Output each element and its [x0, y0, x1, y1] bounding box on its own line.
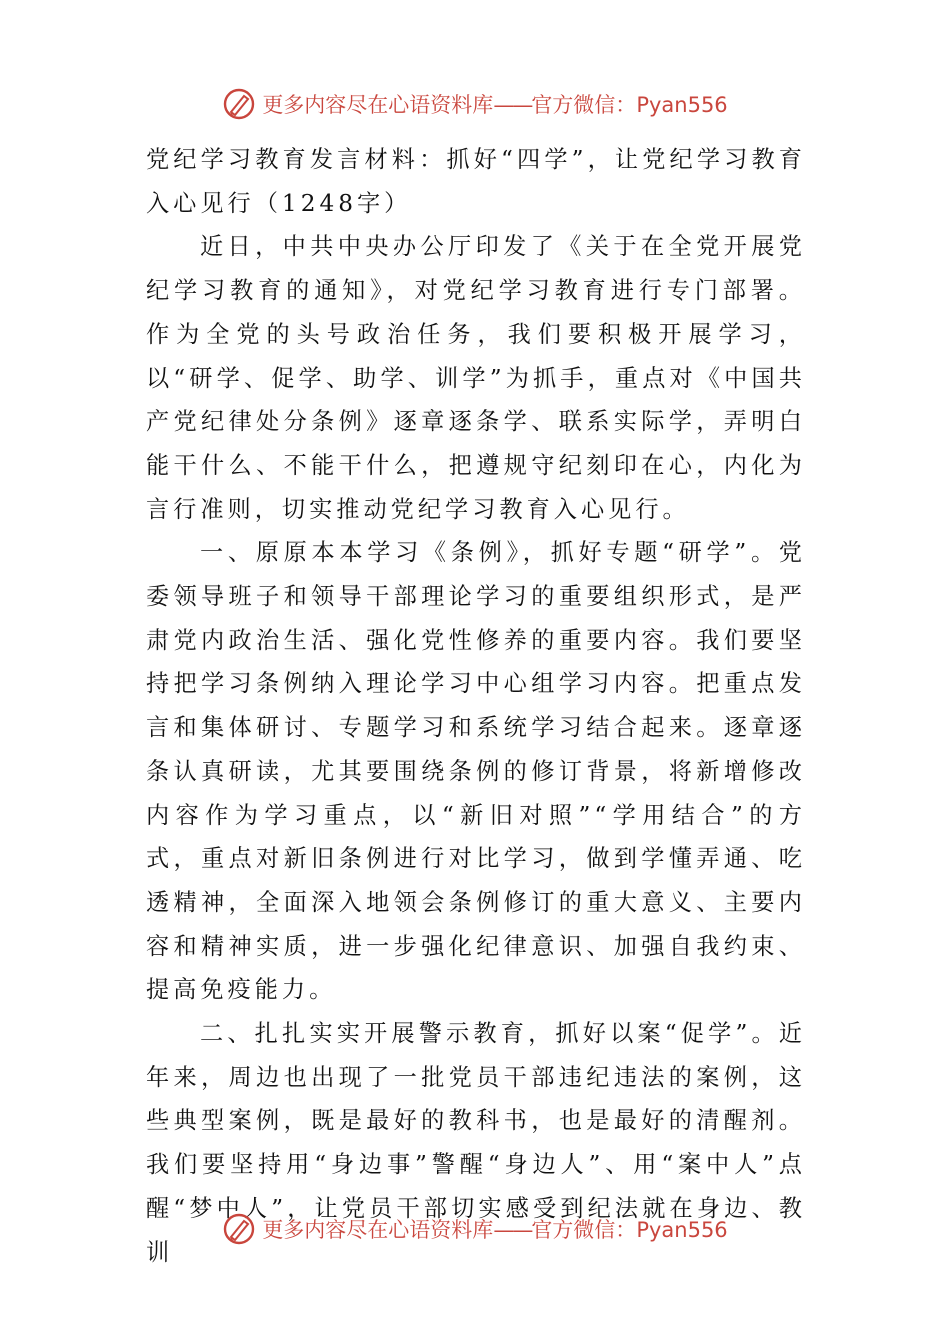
- paragraph-intro: 近日，中共中央办公厅印发了《关于在全党开展党纪学习教育的通知》，对党纪学习教育进行专门部署。作为全党的头号政治任务，我们要积极开展学习，以“研学、促学、助学、训学”为抓手，重点对《中国共产党纪律处分条例》逐章逐条学、联系实际学，弄明白能干什么、不能干什么，把遵规守纪刻印在心，内化为言行准则，切实推动党纪学习教育入心见行。: [146, 233, 806, 523]
- pen-in-circle-icon: [222, 87, 256, 121]
- watermark-handle: Pyan556: [636, 93, 728, 117]
- watermark-suffix: 官方微信：: [531, 1218, 637, 1242]
- pen-in-circle-icon: [222, 1212, 256, 1246]
- watermark-suffix: 官方微信：: [531, 93, 637, 117]
- watermark-dash: ——: [493, 1218, 532, 1242]
- watermark-main: 更多内容尽在心语资料库: [262, 1218, 494, 1242]
- paragraph-section-1: 一、原原本本学习《条例》，抓好专题“研学”。党委领导班子和领导干部理论学习的重要组织形式，是严肃党内政治生活、强化党性修养的重要内容。我们要坚持把学习条例纳入理论学习中心组学习内容。把重点发言和集体研讨、专题学习和系统学习结合起来。逐章逐条认真研读，尤其要围绕条例的修订背景，将新增修改内容作为学习重点，以“新旧对照”“学用结合”的方式，重点对新旧条例进行对比学习，做到学懂弄通、吃透精神，全面深入地领会条例修订的重大意义、主要内容和精神实质，进一步强化纪律意识、加强自我约束、提高免疫能力。: [146, 539, 806, 1004]
- header-watermark-banner: [0, 84, 950, 124]
- paragraph-section-2: 二、扎扎实实开展警示教育，抓好以案“促学”。近年来，周边也出现了一批党员干部违纪违法的案例，这些典型案例，既是最好的教科书，也是最好的清醒剂。我们要坚持用“身边事”警醒“身边人”、用“案中人”点醒“梦中人”，让党员干部切实感受到纪法就在身边、教训: [146, 1020, 806, 1266]
- document-body: [146, 138, 806, 1274]
- watermark-handle: Pyan556: [636, 1218, 728, 1242]
- footer-watermark-banner: [0, 1209, 950, 1249]
- watermark-text: [262, 89, 727, 119]
- watermark-text: [262, 1214, 727, 1244]
- document-title: 党纪学习教育发言材料：抓好“四学”，让党纪学习教育入心见行（1248字）: [146, 146, 806, 217]
- watermark-dash: ——: [493, 93, 532, 117]
- watermark-main: 更多内容尽在心语资料库: [262, 93, 494, 117]
